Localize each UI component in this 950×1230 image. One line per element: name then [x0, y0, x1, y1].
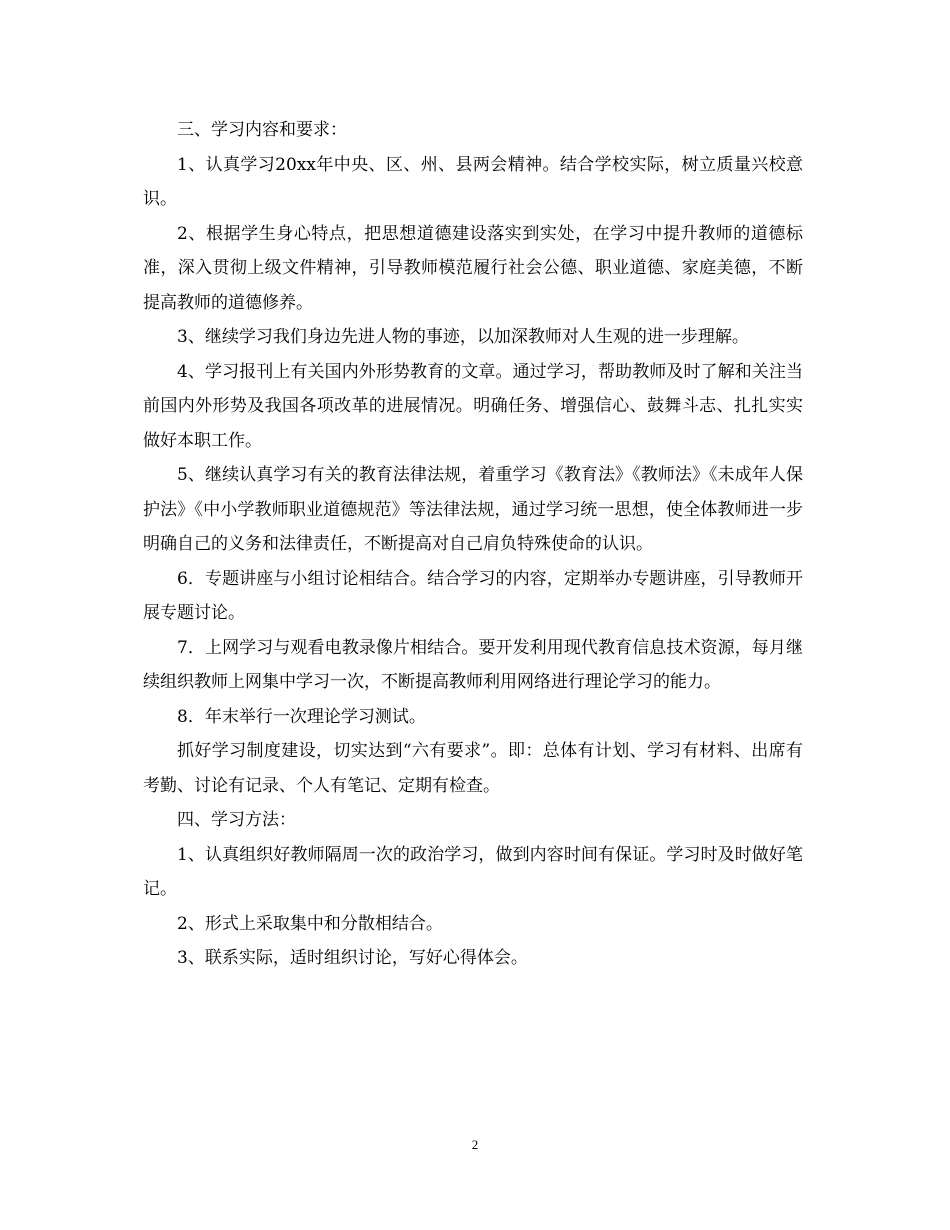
paragraph-study-system: 抓好学习制度建设，切实达到“六有要求”。即：总体有计划、学习有材料、出席有考勤、讨论有记录、个人有笔记、定期有检查。 [143, 741, 803, 796]
paragraph-item-7: 7．上网学习与观看电教录像片相结合。要开发利用现代教育信息技术资源，每月继续组织教师上网集中学习一次，不断提高教师利用网络进行理论学习的能力。 [143, 637, 803, 692]
method-item-2: 2、形式上采取集中和分散相结合。 [177, 913, 443, 934]
paragraph-item-3: 3、继续学习我们身边先进人物的事迹，以加深教师对人生观的进一步理解。 [177, 327, 749, 347]
paragraph-item-1: 1、认真学习20xx年中央、区、州、县两会精神。结合学校实际，树立质量兴校意识。 [143, 154, 803, 209]
section-heading-learning-content: 三、学习内容和要求： [177, 120, 347, 140]
paragraph-item-8: 8．年末举行一次理论学习测试。 [177, 706, 426, 727]
method-item-1: 1、认真组织好教师隔周一次的政治学习，做到内容时间有保证。学习时及时做好笔记。 [143, 844, 803, 899]
section-heading-learning-methods: 四、学习方法： [177, 810, 296, 830]
paragraph-item-6: 6．专题讲座与小组讨论相结合。结合学习的内容，定期举办专题讲座，引导教师开展专题讨论。 [143, 568, 803, 623]
page-number: 2 [471, 1137, 479, 1152]
method-item-3: 3、联系实际，适时组织讨论，写好心得体会。 [177, 948, 528, 968]
document-body [143, 113, 803, 976]
paragraph-item-2: 2、根据学生身心特点，把思想道德建设落实到实处，在学习中提升教师的道德标准，深入贯彻上级文件精神，引导教师模范履行社会公德、职业道德、家庭美德，不断提高教师的道德修养。 [143, 223, 803, 313]
paragraph-item-4: 4、学习报刊上有关国内外形势教育的文章。通过学习，帮助教师及时了解和关注当前国内外形势及我国各项改革的进展情况。明确任务、增强信心、鼓舞斗志、扎扎实实做好本职工作。 [143, 361, 803, 451]
paragraph-item-5: 5、继续认真学习有关的教育法律法规，着重学习《教育法》《教师法》《未成年人保护法》《中小学教师职业道德规范》等法律法规，通过学习统一思想，使全体教师进一步明确自己的义务和法律责任，不断提高对自己肩负特殊使命的认识。 [143, 465, 803, 554]
